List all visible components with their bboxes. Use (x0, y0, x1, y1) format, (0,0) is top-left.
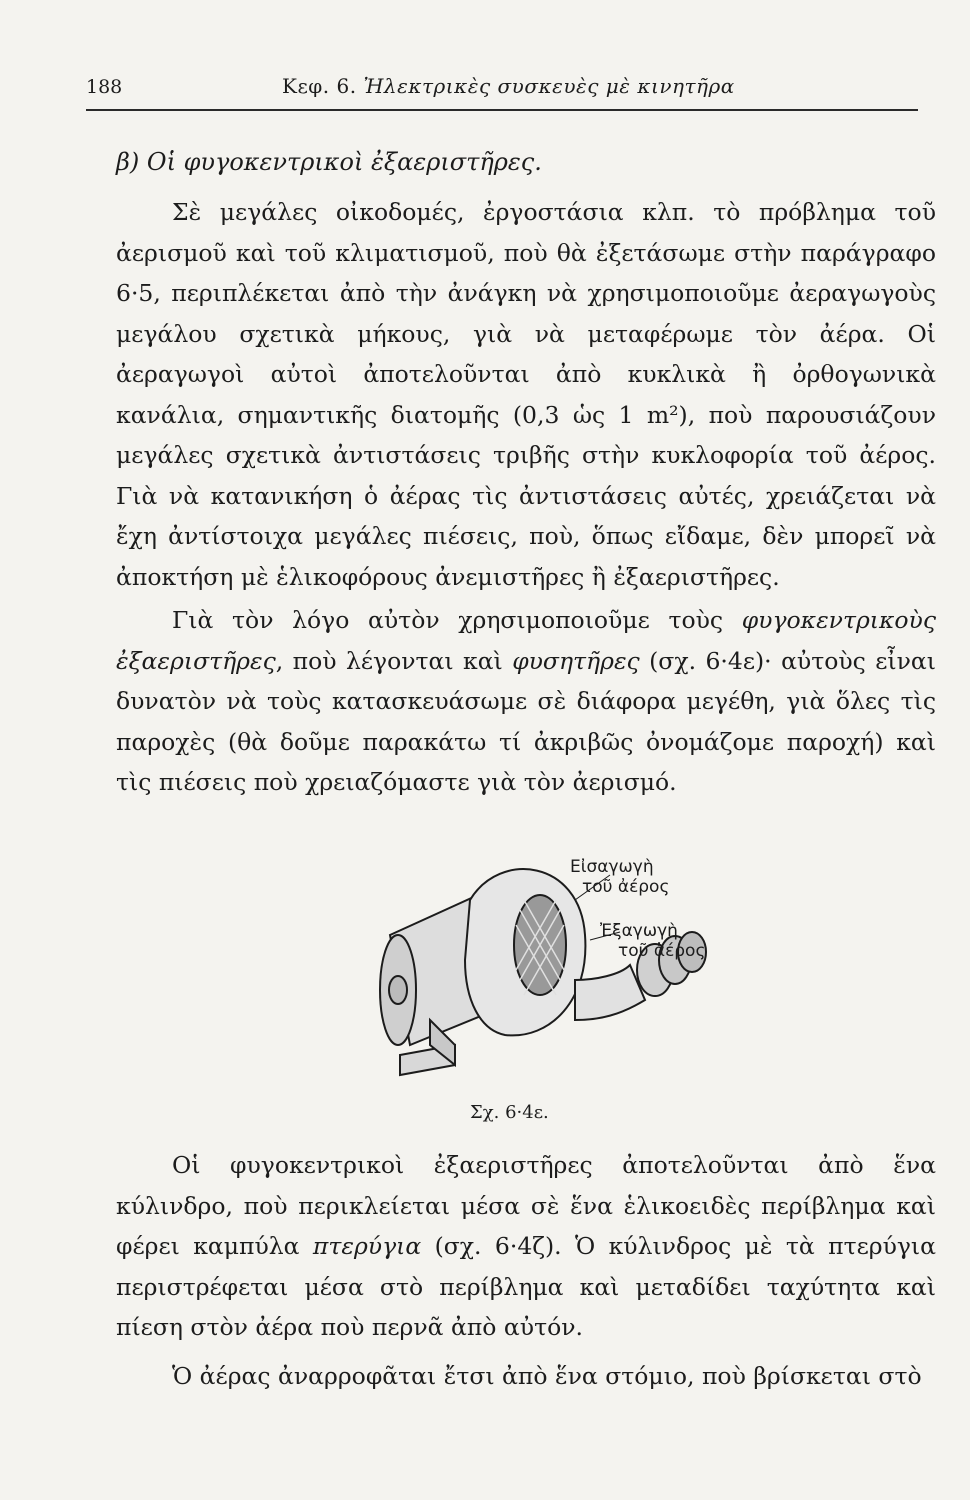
label-inlet-line-1: Εἰσαγωγὴ (570, 857, 654, 877)
paragraph-1 (116, 192, 936, 597)
section-heading: Οἱ φυγοκεντρικοὶ ἐξαεριστῆρες. (146, 148, 542, 176)
paragraph-1-text: Σὲ μεγάλες οἰκοδομές, ἐργοστάσια κλπ. τὸ πρόβλημα τοῦ ἀερισμοῦ καὶ τοῦ κλιματισμοῦ, ποὺ θὰ ἐξετάσωμε στὴν παράγραφο 6·5, περιπλέκεται ἀπὸ τὴν ἀνάγκη νὰ χρησιμοποιοῦμε ἀεραγωγοὺς μεγάλου σχετικὰ μήκους, γιὰ νὰ μεταφέρωμε τὸν ἀέρα. Οἱ ἀεραγωγοὶ αὐτοὶ ἀποτελοῦνται ἀπὸ κυκλικὰ ἢ ὀρθογωνικὰ κανάλια, σημαντικῆς διατομῆς (0,3 ὡς 1 m²), ποὺ παρουσιάζουν μεγάλες σχετικὰ ἀντιστάσεις τριβῆς στὴν κυκλοφορία τοῦ ἀέρος. Γιὰ νὰ κατανικήση ὁ ἀέρας τὶς ἀντιστάσεις αὐτές, χρειάζεται νὰ ἔχη ἀντίστοιχα μεγάλες πιέσεις, ποὺ, ὅπως εἴδαμε, δὲν μπορεῖ νὰ ἀποκτήση μὲ ἑλικοφόρους ἀνεμιστῆρες ἢ ἐξαεριστῆρες. (116, 198, 936, 591)
term-blades: πτερύγια (312, 1232, 422, 1260)
paragraph-3-text-b: (σχ. 6·4ζ). Ὁ κύλινδρος μὲ τὰ πτερύγια περιστρέφεται μέσα στὸ περίβλημα καὶ μεταδίδει ταχύτητα καὶ πίεση στὸν ἀέρα ποὺ περνᾶ ἀπὸ αὐτόν. (116, 1232, 936, 1341)
label-inlet-line-2: τοῦ ἀέρος (582, 877, 670, 897)
paragraph-4-text: Ὁ ἀέρας ἀναρροφᾶται ἔτσι ἀπὸ ἕνα στόμιο, ποὺ βρίσκεται στὸ (172, 1362, 922, 1390)
paragraph-2-text-c: (σχ. 6·4ε)· αὐτοὺς εἶναι δυνατὸν νὰ τοὺς κατασκευάσωμε σὲ διάφορα μεγέθη, γιὰ ὅλες τὶς παροχὲς (θὰ δοῦμε παρακάτω τί ἀκριβῶς ὀνομάζομε παροχή) καὶ τὶς πιέσεις ποὺ χρειαζόμαστε γιὰ τὸν ἀερισμό. (116, 646, 936, 796)
label-outlet-line-1: Ἐξαγωγὴ (600, 921, 678, 941)
paragraph-3 (116, 1145, 936, 1348)
figure-caption: Σχ. 6·4ε. (470, 1102, 549, 1123)
paragraph-2-text-a: Γιὰ τὸν λόγο αὐτὸν χρησιμοποιοῦμε τοὺς (172, 606, 742, 634)
centrifugal-fan-illustration (320, 840, 760, 1090)
paragraph-2-text-b: , ποὺ λέγονται καὶ (275, 646, 513, 675)
label-outlet-line-2: τοῦ ἀέρος (618, 941, 706, 961)
paragraph-2 (116, 600, 936, 803)
section-title (116, 148, 542, 176)
figure-centrifugal-fan (320, 840, 760, 1090)
chapter-title: Ἠλεκτρικὲς συσκευὲς μὲ κινητῆρα (363, 74, 735, 98)
running-header (282, 74, 735, 98)
paragraph-4 (116, 1356, 936, 1397)
section-marker: β) (116, 148, 140, 176)
chapter-number: Κεφ. 6. (282, 74, 357, 98)
paragraph-3-text-a: Οἱ φυγοκεντρικοὶ ἐξαεριστῆρες ἀποτελοῦνται ἀπὸ ἕνα κύλινδρο, ποὺ περικλείεται μέσα σὲ ἕνα ἑλικοειδὲς περίβλημα καὶ φέρει καμπύλα (116, 1151, 936, 1260)
term-blowers: φυσητῆρες (512, 646, 640, 675)
page-number: 188 (86, 76, 123, 98)
term-centrifugal-fans: φυγοκεντρικοὺς ἐξαεριστῆρες (116, 606, 936, 675)
header-rule (86, 109, 918, 111)
